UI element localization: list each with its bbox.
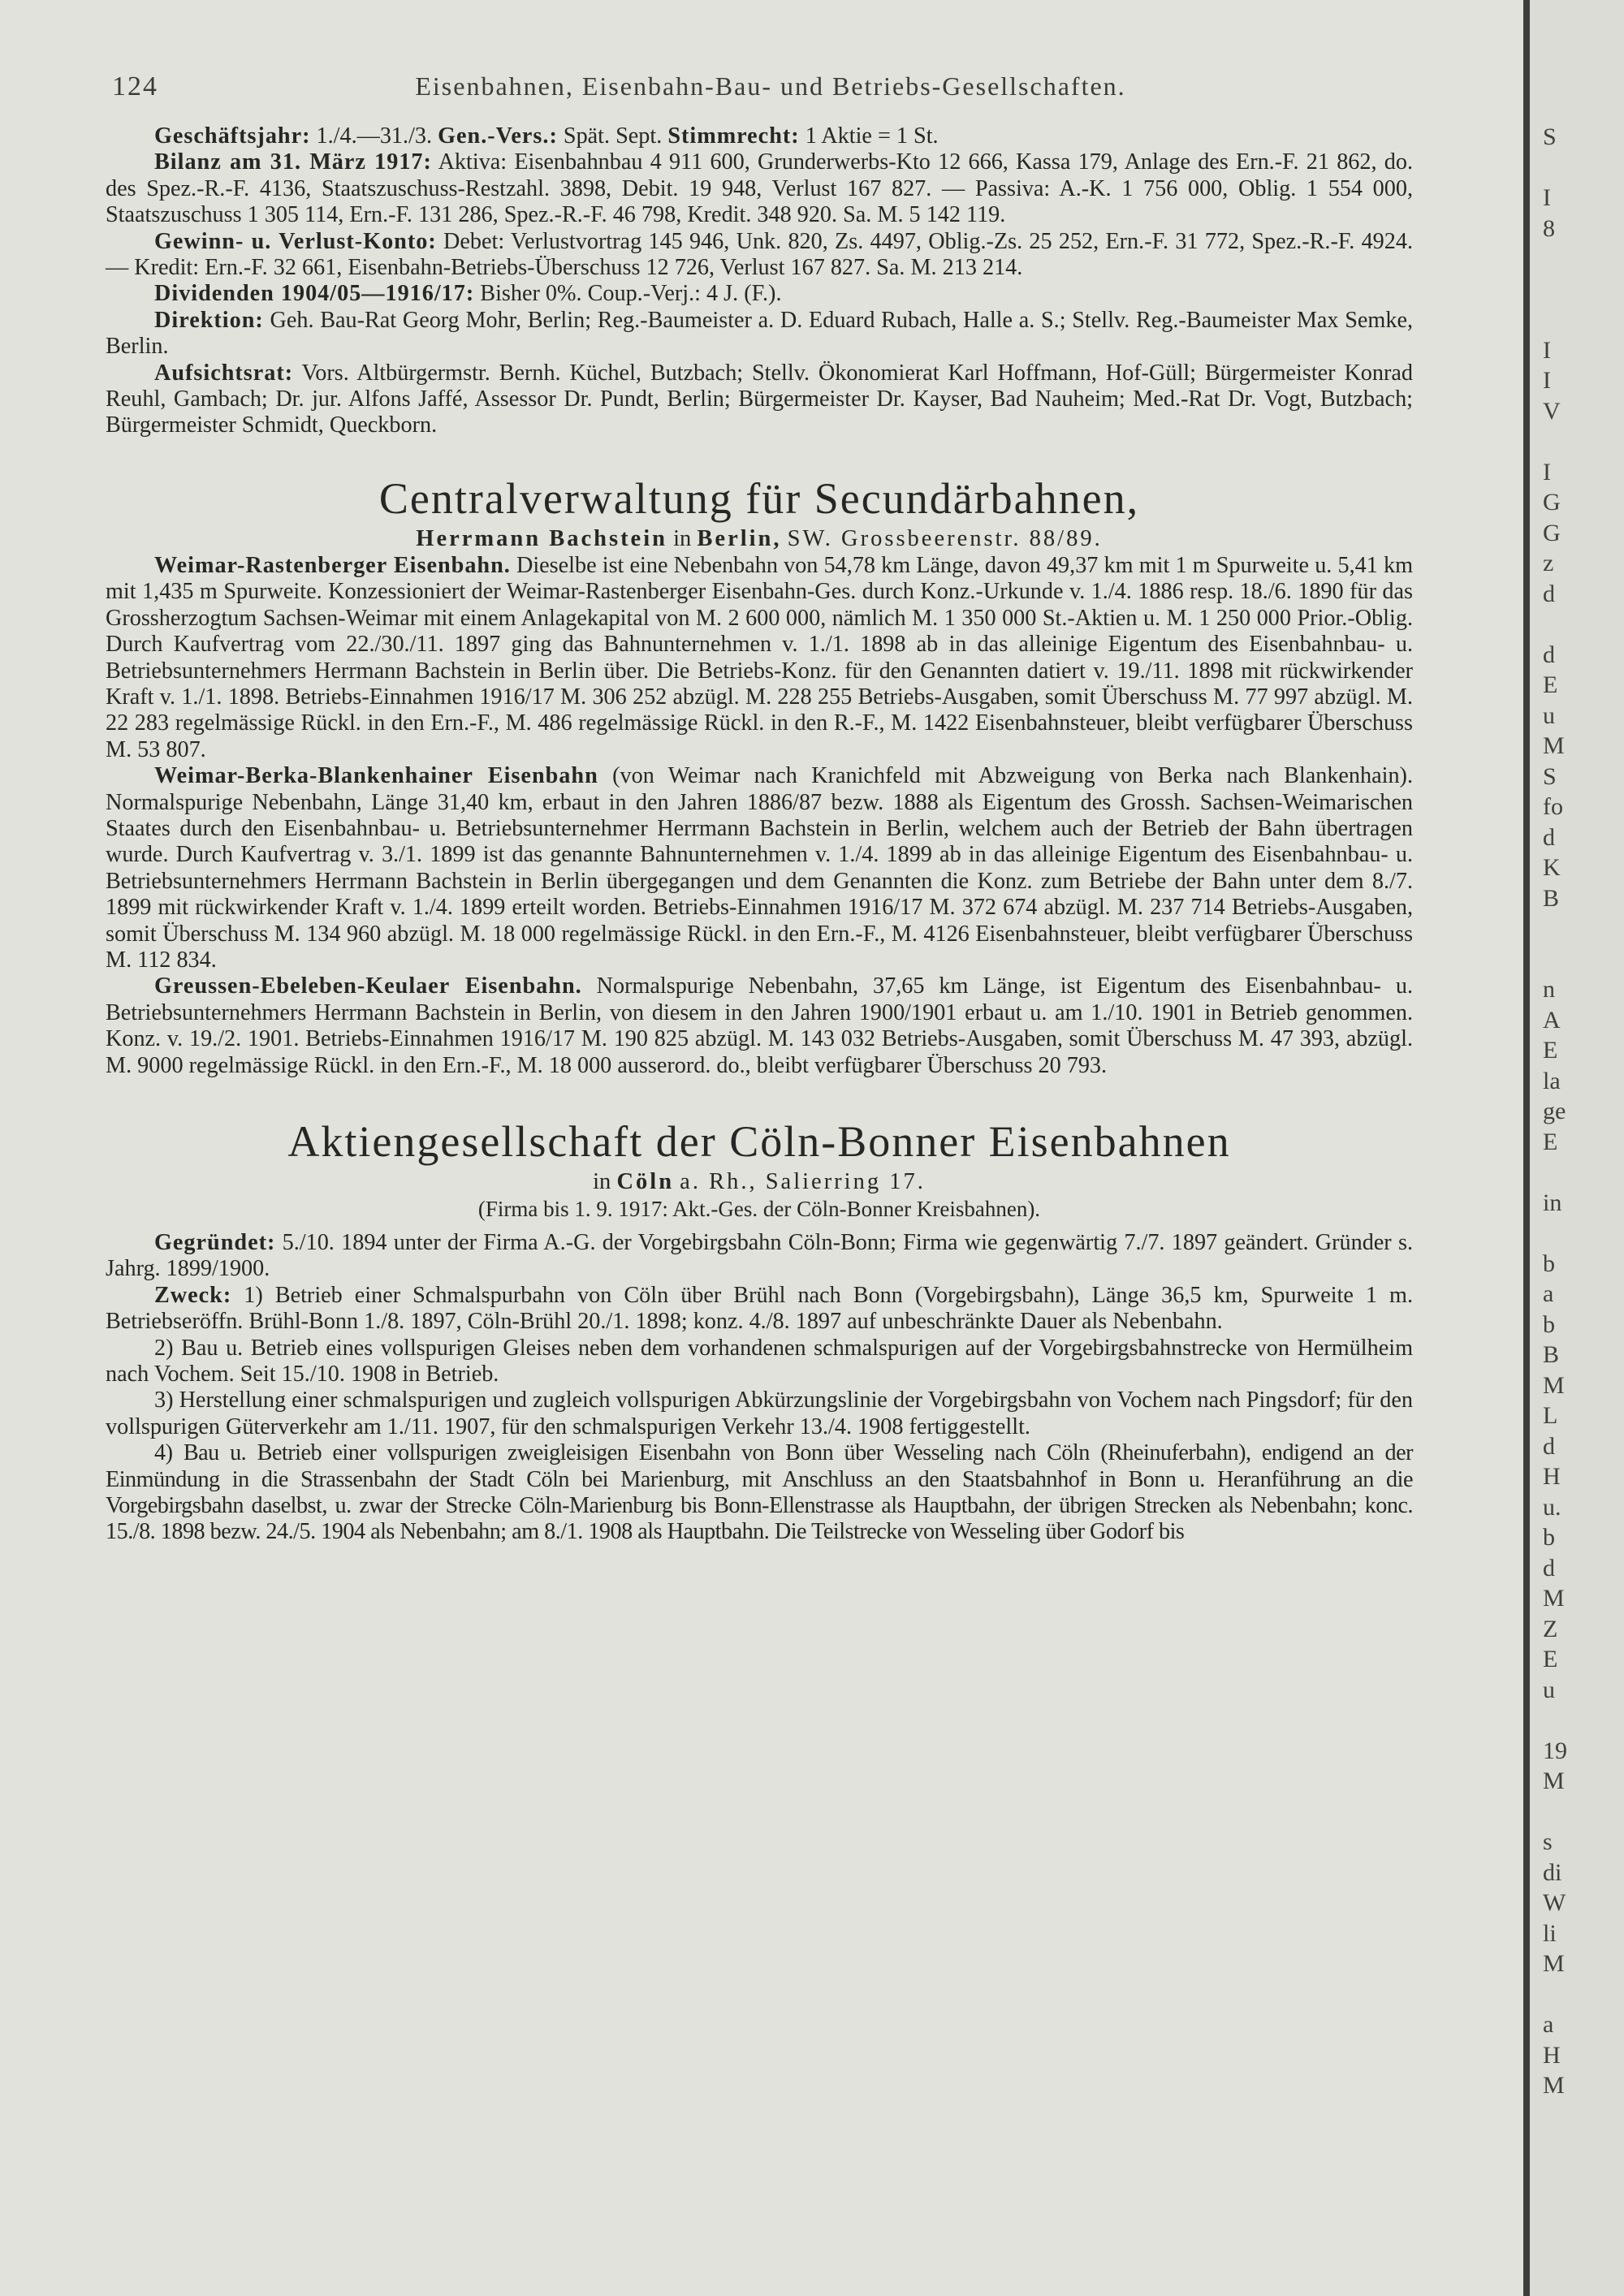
- zweck-text-1: 1) Betrieb einer Schmalspurbahn von Cöln über Brühl nach Bonn (Vorgebirgsbahn), Länge 36,5 km, Spurweite 1 m. Betriebseröffn. Brühl-Bonn 1./8. 1897, Cöln-Brühl 20./1. 1898; konz. 4./8. 1897 auf unbeschränkte Dauer als Nebenbahn.: [106, 1282, 1413, 1335]
- next-page-fragment: [1543, 1218, 1621, 1249]
- weimar-rastenberger-text: Dieselbe ist eine Nebenbahn von 54,78 km Länge, davon 49,37 km mit 1 m Spurweite u. 5,41 km mit 1,435 m Spurweite. Konzessioniert der Weimar-Rastenberger Eisenbahn-Ges. durch Konz.-Urkunde v. 1./4. 1886 resp. 18./6. 1890 für das Grossherzogtum Sachsen-Weimar mit einem Anlagekapital von M. 2 600 000, nämlich M. 1 350 000 St.-Aktien u. M. 1 250 000 Prior.-Oblig. Durch Kaufvertrag vom 22./30./11. 1897 ging das Bahnunternehmen v. 1./1. 1898 ab in das alleinige Eigentum des Eisenbahnbau- u. Betriebsunternehmers Herrmann Bachstein in Berlin über. Die Betriebs-Konz. für den Genannten datiert v. 19./11. 1898 mit rückwirkender Kraft v. 1./1. 1898. Betriebs-Einnahmen 1916/17 M. 306 252 abzügl. M. 228 255 Betriebs-Ausgaben, somit Überschuss M. 77 997 abzügl. M. 22 283 regelmässige Rückl. in den Ern.-F., M. 486 regelmässige Rückl. in den R.-F., M. 1422 Eisenbahnsteuer, bleibt verfügbarer Überschuss M. 53 807.: [106, 552, 1413, 762]
- greussen-paragraph: [106, 973, 1413, 1079]
- next-page-fragment: G: [1543, 489, 1561, 516]
- next-page-fragment: W: [1543, 1889, 1566, 1916]
- owner-in: in: [673, 525, 692, 551]
- next-page-fragment: B: [1543, 884, 1560, 912]
- running-title: Eisenbahnen, Eisenbahn-Bau- und Betriebs-Gesellschaften.: [415, 71, 1126, 101]
- owner-address: SW. Grossbeerenstr. 88/89.: [787, 525, 1103, 551]
- next-page-fragment: d: [1543, 1432, 1555, 1460]
- gegruendet-text: 5./10. 1894 unter der Firma A.-G. der Vorgebirgsbahn Cöln-Bonn; Firma wie gegenwärtig 7./7. 1897 geändert. Gründer s. Jahrg. 1899/1900.: [106, 1230, 1413, 1282]
- location-address: a. Rh., Salierring 17.: [680, 1169, 926, 1194]
- next-page-fragment: I: [1543, 458, 1551, 486]
- next-page-fragment: E: [1543, 671, 1558, 698]
- next-page-fragment: 19: [1543, 1737, 1567, 1764]
- direktion-paragraph: [106, 308, 1413, 360]
- next-page-fragment: z: [1543, 550, 1554, 576]
- owner-city: Berlin,: [697, 525, 782, 551]
- next-page-fragment: [1543, 913, 1621, 944]
- next-page-fragment: b: [1543, 1249, 1555, 1277]
- aufsichtsrat-text: Vors. Altbürgermstr. Bernh. Küchel, Butzbach; Stellv. Ökonomierat Karl Hoffmann, Hof-Güll; Bürgermeister Konrad Reuhl, Gambach; Dr. jur. Alfons Jaffé, Assessor Dr. Pundt, Berlin; Bürgermeister Dr. Kayser, Bad Nauheim; Med.-Rat Dr. Vogt, Butzbach; Bürgermeister Schmidt, Queckborn.: [106, 360, 1413, 438]
- location-city: Cöln: [616, 1169, 675, 1194]
- next-page-fragment: M: [1543, 1767, 1565, 1794]
- zweck-paragraph-1: [106, 1283, 1413, 1336]
- stimmrecht-label: Stimmrecht:: [667, 123, 800, 149]
- weimar-rastenberger-paragraph: [106, 553, 1413, 763]
- greussen-text: Normalspurige Nebenbahn, 37,65 km Länge, ist Eigentum des Eisenbahnbau- u. Betriebsunternehmers Herrmann Bachstein in Berlin, von diesem in den Jahren 1900/1901 erbaut u. am 1./10. 1901 in Betrieb genommen. Konz. v. 19./2. 1901. Betriebs-Einnahmen 1916/17 M. 190 825 abzügl. M. 143 032 Betriebs-Ausgaben, somit Überschuss M. 47 393, abzügl. M. 9000 regelmässige Rückl. in den Ern.-F., M. 18 000 ausserord. do., bleibt verfügbarer Überschuss 20 793.: [106, 973, 1414, 1078]
- next-page-fragment: s: [1543, 1828, 1553, 1855]
- weimar-berka-paragraph: [106, 763, 1413, 973]
- zweck-paragraph-3: 3) Herstellung einer schmalspurigen und zugleich vollspurigen Abkürzungslinie der Vorgebirgsbahn von Vochem nach Pingsdorf; für den vollspurigen Güterverkehr am 1./11. 1907, für den schmalspurigen Verkehr 13./4. 1908 fertiggestellt.: [106, 1388, 1413, 1439]
- next-page-fragment: u: [1543, 701, 1555, 729]
- next-page-fragments: [1543, 122, 1621, 2101]
- next-page-fragment: E: [1543, 1128, 1558, 1155]
- next-page-fragment: [1543, 944, 1621, 975]
- gewinn-verlust-text: Debet: Verlustvortrag 145 946, Unk. 820, Zs. 4497, Oblig.-Zs. 25 252, Ern.-F. 31 772, Spez.-R.-F. 4924. — Kredit: Ern.-F. 32 661, Eisenbahn-Betriebs-Überschuss 12 726, Verlust 167 827. Sa. M. 213 214.: [106, 228, 1414, 281]
- next-page-fragment: [1543, 153, 1621, 183]
- next-page-edge: [1530, 0, 1624, 2296]
- next-page-fragment: [1543, 1979, 1621, 2010]
- next-page-fragment: V: [1543, 397, 1561, 425]
- next-page-fragment: [1543, 609, 1621, 640]
- next-page-fragment: [1543, 274, 1621, 305]
- next-page-fragment: ge: [1543, 1098, 1566, 1124]
- next-page-fragment: E: [1543, 1646, 1558, 1672]
- section-title: Aktiengesellschaft der Cöln-Bonner Eisenbahnen: [287, 1117, 1231, 1166]
- genvers-label: Gen.-Vers.:: [438, 123, 558, 149]
- greussen-label: Greussen-Ebeleben-Keulaer Eisenbahn.: [154, 973, 582, 999]
- weimar-berka-label: Weimar-Berka-Blankenhainer Eisenbahn: [154, 763, 598, 789]
- next-page-fragment: 8: [1543, 214, 1555, 242]
- next-page-fragment: L: [1543, 1402, 1558, 1429]
- next-page-fragment: I: [1543, 336, 1551, 364]
- zweck-paragraph-4: 4) Bau u. Betrieb einer vollspurigen zweigleisigen Eisenbahn von Bonn über Wesseling nach Cöln (Rheinuferbahn), endigend an der Einmündung in die Strassenbahn der Stadt Cöln bei Marienburg, mit Anschluss an den Staatsbahnhof in Bonn u. Heranführung an die Vorgebirgsbahn daselbst, u. zwar der Strecke Cöln-Marienburg bis Bonn-Ellenstrasse als Hauptbahn, der übrigen Strecken als Nebenbahn; konc. 15./8. 1898 bezw. 24./5. 1904 als Nebenbahn; am 8./1. 1908 als Hauptbahn. Die Teilstrecke von Wesseling über Godorf bis: [106, 1440, 1413, 1545]
- next-page-fragment: d: [1543, 823, 1555, 851]
- gewinn-verlust-label: Gewinn- u. Verlust-Konto:: [154, 228, 437, 254]
- geschaeftsjahr-value: 1./4.—31./3.: [316, 123, 433, 149]
- next-page-fragment: M: [1543, 1950, 1565, 1977]
- next-page-fragment: b: [1543, 1524, 1555, 1551]
- next-page-fragment: A: [1543, 1006, 1561, 1034]
- running-header: [106, 71, 1413, 117]
- company-entry-coeln-bonner: [106, 1115, 1413, 1546]
- next-page-fragment: K: [1543, 854, 1561, 881]
- next-page-fragment: S: [1543, 123, 1557, 150]
- gegruendet-label: Gegründet:: [154, 1230, 276, 1255]
- next-page-fragment: S: [1543, 762, 1557, 790]
- book-gutter: [1523, 0, 1530, 2296]
- next-page-fragment: I: [1543, 367, 1551, 394]
- aufsichtsrat-paragraph: [106, 360, 1413, 439]
- next-page-fragment: G: [1543, 519, 1561, 546]
- location-in: in: [593, 1169, 611, 1194]
- next-page-fragment: u.: [1543, 1493, 1561, 1521]
- next-page-fragment: in: [1543, 1189, 1562, 1216]
- next-page-fragment: M: [1543, 1585, 1565, 1612]
- owner-name: Herrmann Bachstein: [416, 525, 667, 551]
- company-entry-centralverwaltung: [106, 472, 1413, 1079]
- next-page-fragment: la: [1543, 1067, 1561, 1094]
- next-page-fragment: li: [1543, 1919, 1557, 1947]
- former-name-line: (Firma bis 1. 9. 1917: Akt.-Ges. der Cöln-Bonner Kreisbahnen).: [477, 1197, 1041, 1221]
- next-page-fragment: n: [1543, 976, 1555, 1003]
- section-location-line: [106, 1168, 1413, 1196]
- geschaeftsjahr-label: Geschäftsjahr:: [154, 123, 311, 149]
- next-page-fragment: B: [1543, 1341, 1560, 1368]
- zweck-paragraph-2: 2) Bau u. Betrieb eines vollspurigen Gleises neben dem vorhandenen schmalspurigen auf der Vorgebirgsbahnstrecke von Hermülheim nach Vochem. Seit 15./10. 1908 in Betrieb.: [106, 1335, 1413, 1388]
- bilanz-label: Bilanz am 31. März 1917:: [154, 149, 432, 175]
- gewinn-verlust-paragraph: [106, 229, 1413, 282]
- dividenden-text: Bisher 0%. Coup.-Verj.: 4 J. (F.).: [480, 281, 782, 307]
- next-page-fragment: E: [1543, 1037, 1558, 1064]
- next-page-fragment: d: [1543, 580, 1555, 607]
- next-page-fragment: d: [1543, 641, 1555, 668]
- geschaeftsjahr-line: [106, 123, 1413, 149]
- next-page-fragment: [1543, 304, 1621, 335]
- gegruendet-paragraph: [106, 1230, 1413, 1283]
- next-page-fragment: [1543, 426, 1621, 457]
- company-entry-continued: [106, 123, 1413, 439]
- direktion-label: Direktion:: [154, 307, 264, 333]
- next-page-fragment: M: [1543, 1371, 1565, 1399]
- next-page-fragment: M: [1543, 732, 1565, 759]
- next-page-fragment: M: [1543, 2072, 1565, 2099]
- next-page-fragment: u: [1543, 1676, 1555, 1703]
- bilanz-paragraph: [106, 149, 1413, 228]
- next-page-fragment: fo: [1543, 793, 1563, 820]
- section-title: Centralverwaltung für Secundärbahnen,: [378, 473, 1140, 523]
- next-page-fragment: d: [1543, 1554, 1555, 1582]
- aufsichtsrat-label: Aufsichtsrat:: [154, 360, 294, 386]
- direktion-text: Geh. Bau-Rat Georg Mohr, Berlin; Reg.-Baumeister a. D. Eduard Rubach, Halle a. S.; Stellv. Reg.-Baumeister Max Semke, Berlin.: [106, 307, 1414, 360]
- dividenden-label: Dividenden 1904/05—1916/17:: [154, 281, 475, 307]
- next-page-fragment: [1543, 1705, 1621, 1736]
- next-page-fragment: b: [1543, 1310, 1555, 1338]
- text-column: [106, 71, 1413, 1546]
- weimar-rastenberger-label: Weimar-Rastenberger Eisenbahn.: [154, 552, 511, 578]
- next-page-fragment: di: [1543, 1858, 1562, 1886]
- next-page-fragment: [1543, 1797, 1621, 1828]
- stimmrecht-value: 1 Aktie = 1 St.: [805, 123, 939, 149]
- next-page-fragment: [1543, 1157, 1621, 1188]
- next-page-fragment: H: [1543, 1463, 1561, 1490]
- bilanz-text: Aktiva: Eisenbahnbau 4 911 600, Grunderwerbs-Kto 12 666, Kassa 179, Anlage des Ern.-F. 21 862, do. des Spez.-R.-F. 4136, Staatszuschuss-Restzahl. 3898, Debit. 19 948, Verlust 167 827. — Passiva: A.-K. 1 756 000, Oblig. 1 554 000, Staatszuschuss 1 305 114, Ern.-F. 131 286, Spez.-R.-F. 46 798, Kredit. 348 920. Sa. M. 5 142 119.: [106, 149, 1413, 228]
- next-page-fragment: I: [1543, 184, 1551, 211]
- next-page-fragment: a: [1543, 1280, 1554, 1307]
- next-page-fragment: [1543, 244, 1621, 274]
- weimar-berka-text: (von Weimar nach Kranichfeld mit Abzweigung von Berka nach Blankenhain). Normalspurige Nebenbahn, Länge 31,40 km, erbaut in den Jahren 1886/87 bezw. 1888 als Eigentum des Grossh. Sachsen-Weimarischen Staates durch den Eisenbahnbau- u. Betriebsunternehmer Herrmann Bachstein in Berlin, welchem auch der Betrieb der Bahn übertragen wurde. Durch Kaufvertrag v. 3./1. 1899 ist das genannte Bahnunternehmen v. 1./4. 1899 ab in das alleinige Eigentum des Eisenbahnbau- u. Betriebsunternehmers Herrmann Bachstein in Berlin übergegangen und dem Genannten die Konz. zum Betriebe der Bahn unter dem 8./7. 1899 mit rückwirkender Kraft v. 1./4. 1899 erteilt worden. Betriebs-Einnahmen 1916/17 M. 372 674 abzügl. M. 237 714 Betriebs-Ausgaben, somit Überschuss M. 134 960 abzügl. M. 18 000 regelmässige Rückl. in den Ern.-F., M. 4126 Eisenbahnsteuer, bleibt verfügbarer Überschuss M. 112 834.: [106, 763, 1413, 973]
- next-page-fragment: a: [1543, 2011, 1554, 2038]
- section-owner-line: [106, 525, 1413, 553]
- next-page-fragment: H: [1543, 2041, 1561, 2069]
- page-number: 124: [112, 71, 158, 101]
- next-page-fragment: Z: [1543, 1615, 1558, 1642]
- genvers-value: Spät. Sept.: [563, 123, 663, 149]
- zweck-label: Zweck:: [154, 1282, 232, 1308]
- dividenden-paragraph: [106, 281, 1413, 307]
